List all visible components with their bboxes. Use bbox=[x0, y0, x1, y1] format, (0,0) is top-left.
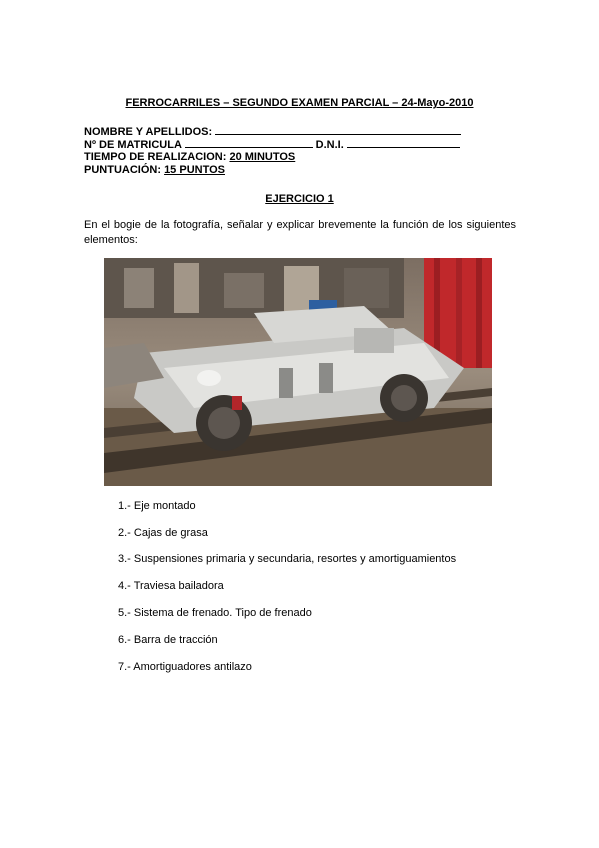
exam-title: FERROCARRILES – SEGUNDO EXAMEN PARCIAL – 24-Mayo-2010 bbox=[125, 97, 474, 109]
matricula-blank-line bbox=[185, 137, 313, 148]
exercise-title: EJERCICIO 1 bbox=[265, 193, 334, 205]
name-label: NOMBRE Y APELLIDOS: bbox=[84, 126, 213, 138]
list-item: 3.- Suspensiones primaria y secundaria, resortes y amortiguamientos bbox=[118, 553, 457, 565]
exercise-intro: En el bogie de la fotografía, señalar y explicar brevemente la función de los siguientes elementos: bbox=[84, 219, 516, 246]
name-blank-line bbox=[215, 124, 461, 135]
list-item: 6.- Barra de tracción bbox=[118, 634, 218, 646]
bogie-photo bbox=[104, 258, 492, 486]
time-value: 20 MINUTOS bbox=[229, 151, 296, 163]
list-item: 5.- Sistema de frenado. Tipo de frenado bbox=[118, 607, 312, 619]
list-item: 1.- Eje montado bbox=[118, 500, 196, 512]
score-label: PUNTUACIÓN: bbox=[84, 164, 161, 176]
list-item: 7.- Amortiguadores antilazo bbox=[118, 661, 252, 673]
list-item: 4.- Traviesa bailadora bbox=[118, 580, 224, 592]
score-field bbox=[84, 163, 225, 177]
time-field bbox=[84, 150, 295, 164]
dni-blank-line bbox=[347, 137, 460, 148]
matricula-label: Nº DE MATRICULA bbox=[84, 139, 182, 151]
list-item: 2.- Cajas de grasa bbox=[118, 527, 208, 539]
dni-label: D.N.I. bbox=[315, 139, 344, 151]
time-label: TIEMPO DE REALIZACION: bbox=[84, 151, 227, 163]
score-value: 15 PUNTOS bbox=[164, 164, 225, 176]
